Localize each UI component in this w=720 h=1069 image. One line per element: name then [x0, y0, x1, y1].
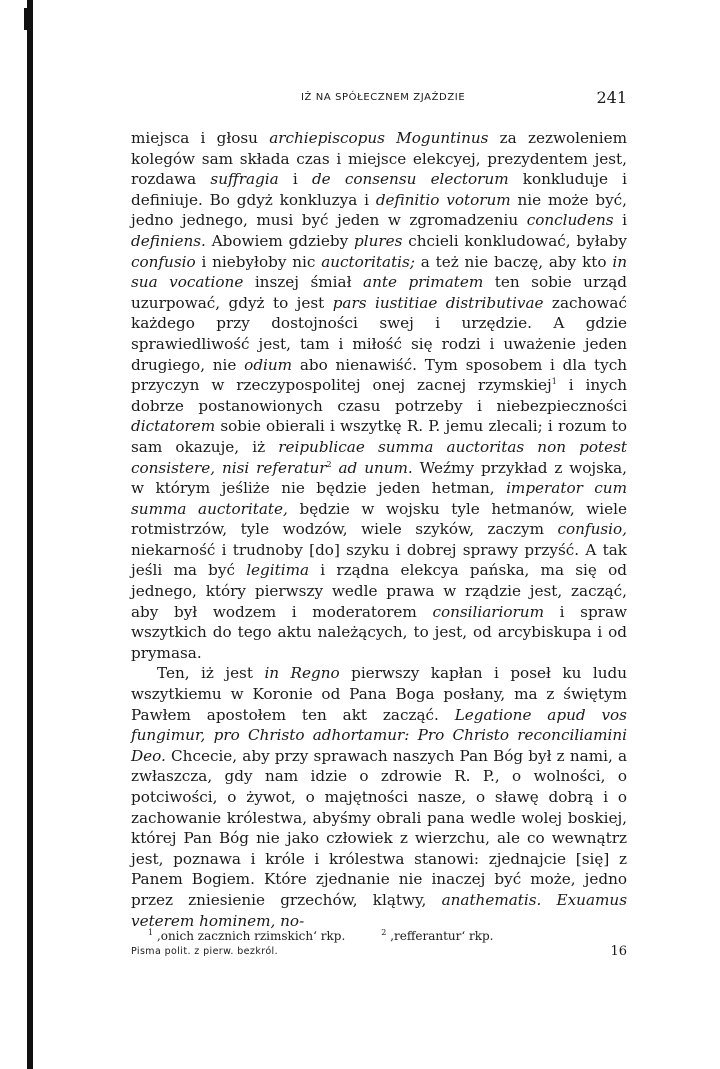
latin-phrase: anathematis. Exuamus veterem hominem, no-	[131, 890, 627, 930]
text-run: miejsca i głosu	[131, 129, 270, 147]
text-run: pierwszy kapłan i poseł ku ludu wszytkiemu w Koronie od Pana Boga posłany, ma z świętym Pawłem apostołem ten akt zacząć.	[131, 664, 627, 724]
latin-phrase: legitima	[246, 561, 310, 580]
text-run: ten sobie urząd uzurpować, gdyż to jest	[131, 273, 627, 312]
latin-phrase: consiliariorum	[432, 602, 544, 621]
text-run: konkluduje i definiuje. Bo gdyż konkluzya i	[131, 170, 627, 209]
text-run: i rządna elekcya pańska, ma się od jednego, który pierwszy wedle prawa w rządzie jest, zacząć, aby był wodzem i moderatorem	[131, 561, 627, 621]
footnote-1	[148, 929, 345, 943]
latin-phrase: plures	[353, 231, 403, 250]
body-text	[131, 128, 627, 931]
latin-phrase: confusio	[131, 252, 196, 271]
paragraph-1	[131, 128, 627, 663]
latin-phrase: odium	[244, 355, 293, 374]
text-run: Abowiem gdzieby	[205, 231, 354, 250]
footnotes	[148, 928, 627, 944]
latin-phrase: dictatorem	[131, 417, 216, 436]
footnote-mark: 1	[148, 928, 154, 937]
text-run: i	[613, 211, 627, 230]
footnote-ref-2: 2	[326, 459, 332, 469]
footnote-mark: 2	[381, 928, 387, 937]
running-head	[131, 88, 627, 110]
latin-phrase: definiens.	[131, 231, 206, 250]
binding-edge	[27, 0, 33, 1069]
footnote-2	[381, 929, 493, 943]
text-run: za zezwoleniem kolegów sam składa czas i miejsce elekcyej, prezydentem jest, rozdawa	[131, 129, 627, 189]
footnote-ref-1: 1	[551, 377, 557, 387]
latin-phrase: suffragia	[210, 170, 279, 189]
footer	[131, 946, 627, 966]
binding-mark	[24, 8, 27, 30]
latin-phrase: ante primatem	[363, 273, 484, 292]
text-run: zachować każdego przy dostojności swej i urzędzie. A gdzie sprawiedliwość jest, tam i miłość się rodzi i uważenie jeden drugiego, nie	[131, 293, 627, 374]
latin-phrase: in sua vocatione	[131, 252, 627, 292]
text-run: niekarność i trudnoby [do] szyku i dobrej sprawy przyść. A tak jeśli ma być	[131, 540, 627, 580]
latin-phrase: concludens	[526, 211, 614, 230]
latin-phrase: definitio votorum	[375, 190, 511, 209]
latin-phrase: imperator cum summa auctoritate,	[131, 479, 627, 518]
page-number: 241	[596, 88, 627, 107]
latin-phrase: pars iustitiae distributivae	[332, 293, 544, 312]
text-run: i niebyłoby nic	[195, 252, 322, 271]
text-run: będzie w wojsku tyle hetmanów, wiele rotmistrzów, tyle wodzów, wiele szyków, zaczym	[131, 499, 627, 539]
paragraph-2	[131, 663, 627, 931]
footnote-text: ‚refferantur‘ rkp.	[386, 929, 494, 943]
text-run: Ten, iż jest	[157, 664, 265, 683]
text-run: chcieli konkludować, byłaby	[402, 231, 627, 250]
footnote-text: ‚onich zacznich rzimskich‘ rkp.	[153, 929, 346, 943]
text-run: a też nie baczę, aby kto	[414, 252, 613, 271]
sheet-number: 16	[610, 944, 627, 959]
text-run: i	[278, 170, 312, 189]
latin-phrase: auctoritatis;	[321, 252, 415, 271]
latin-phrase: de consensu electorum	[311, 170, 509, 189]
text-run: abo nienawiść. Tym sposobem i dla tych przyczyn w rzeczypospolitej onej zacnej rzymskiej	[131, 355, 627, 395]
text-run: i spraw wszytkich do tego aktu należących, to jest, od arcybiskupa i od prymasa.	[131, 602, 627, 662]
latin-phrase: Legatione apud vos fungimur, pro Christo adhortamur: Pro Christo reconciliamini Deo.	[131, 705, 627, 765]
text-run: Weźmy przykład z wojska, w którym jeśliże nie będzie jeden hetman,	[131, 458, 627, 498]
text-run: inszej śmiał	[243, 273, 364, 292]
latin-phrase: ad unum.	[331, 458, 413, 477]
text-run: nie może być, jedno jednego, musi być jeden w zgromadzeniu	[131, 190, 627, 230]
running-title: IŻ NA SPÓŁECZNEM ZJAŹDZIE	[301, 92, 466, 103]
latin-phrase: reipublicae summa auctoritas non potest consistere, nisi referatur	[131, 437, 627, 477]
text-run: i inych dobrze postanowionych czasu potrzeby i niebezpieczności	[131, 376, 627, 415]
text-run: sobie obierali i wszytkę R. P. jemu zlecali; i rozum to sam okazuje, iż	[131, 417, 627, 456]
text-run: Chcecie, aby przy sprawach naszych Pan Bóg był z nami, a zwłaszcza, gdy nam idzie o zdrowie R. P., o wolności, o potciwości, o żywot, o majętności nasze, o sławę dobrą i o zachowanie królestwa, abyśmy obrali pana wedle wolej boskiej, której Pan Bóg nie jako człowiek z wierzchu, ale co wewnątrz jest, poznawa i króle i królestwa stanowi: zjednajcie [się] z Panem Bogiem. Które zjednanie nie inaczej być może, jedno przez zniesienie grzechów, klątwy,	[131, 746, 627, 909]
latin-phrase: archiepiscopus Moguntinus	[269, 129, 489, 147]
latin-phrase: in Regno	[264, 664, 340, 683]
printer-signature: Pisma polit. z pierw. bezkról.	[131, 946, 278, 957]
latin-phrase: confusio,	[557, 520, 627, 539]
